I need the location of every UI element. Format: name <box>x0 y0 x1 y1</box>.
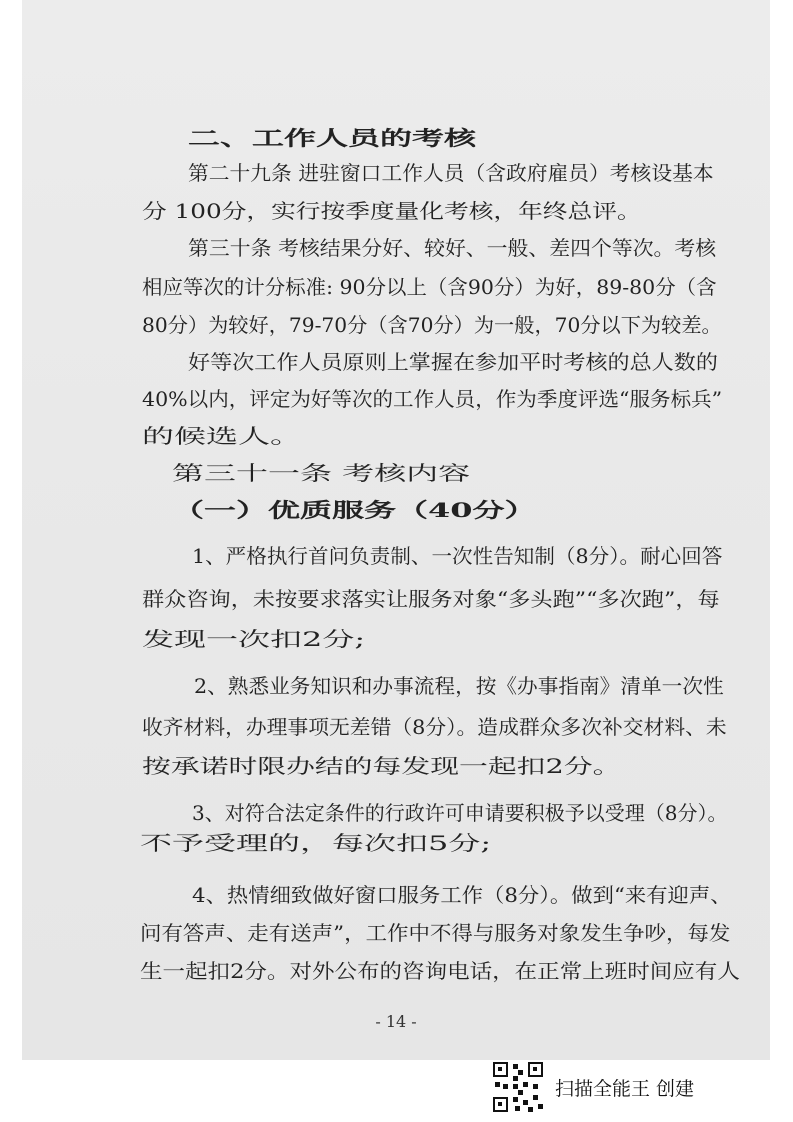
section-heading: 二、工作人员的考核 <box>188 126 476 150</box>
page-number: - 14 - <box>375 1012 417 1031</box>
scanned-page <box>22 0 770 1060</box>
paragraph-line: 的候选人。 <box>142 424 302 448</box>
paragraph-line: 1、严格执行首问负责制、一次性告知制（8分）。耐心回答 <box>192 544 723 568</box>
qr-code-icon <box>493 1062 543 1112</box>
paragraph-line: 发现一次扣2分; <box>142 627 366 651</box>
paragraph-line: 4、热情细致做好窗口服务工作（8分）。做到“来有迎声、 <box>192 883 732 907</box>
paragraph-line: 相应等次的计分标准: 90分以上（含90分）为好，89-80分（含 <box>142 275 717 299</box>
paragraph-line: 分 100分，实行按季度量化考核，年终总评。 <box>142 199 642 223</box>
paragraph-line: 第二十九条 进驻窗口工作人员（含政府雇员）考核设基本 <box>188 161 714 185</box>
paragraph-line: 40%以内，评定为好等次的工作人员，作为季度评选“服务标兵” <box>142 387 723 411</box>
paragraph-line: 不予受理的，每次扣5分; <box>140 831 492 855</box>
paragraph-line: 收齐材料，办理事项无差错（8分）。造成群众多次补交材料、未 <box>142 715 727 739</box>
paragraph-line: 3、对符合法定条件的行政许可申请要积极予以受理（8分）。 <box>192 801 728 825</box>
scanner-brand-text: 扫描全能王 创建 <box>555 1078 695 1100</box>
paragraph-line: 问有答声、走有送声”，工作中不得与服务对象发生争吵，每发 <box>140 921 731 945</box>
paragraph-line: 2、熟悉业务知识和办事流程，按《办事指南》清单一次性 <box>194 674 724 698</box>
subsection-heading: （一）优质服务（40分） <box>172 498 537 522</box>
paragraph-line: 第三十条 考核结果分好、较好、一般、差四个等次。考核 <box>188 236 717 260</box>
paragraph-line: 80分）为较好，79-70分（含70分）为一般，70分以下为较差。 <box>142 313 722 337</box>
scanner-watermark <box>493 1060 793 1116</box>
paragraph-line: 按承诺时限办结的每发现一起扣2分。 <box>142 754 622 778</box>
paragraph-line: 好等次工作人员原则上掌握在参加平时考核的总人数的 <box>188 350 718 374</box>
article-heading: 第三十一条 考核内容 <box>172 461 471 485</box>
paragraph-line: 群众咨询，未按要求落实让服务对象“多头跑”“多次跑”，每 <box>142 587 720 611</box>
paragraph-line: 生一起扣2分。对外公布的咨询电话，在正常上班时间应有人 <box>140 959 740 983</box>
